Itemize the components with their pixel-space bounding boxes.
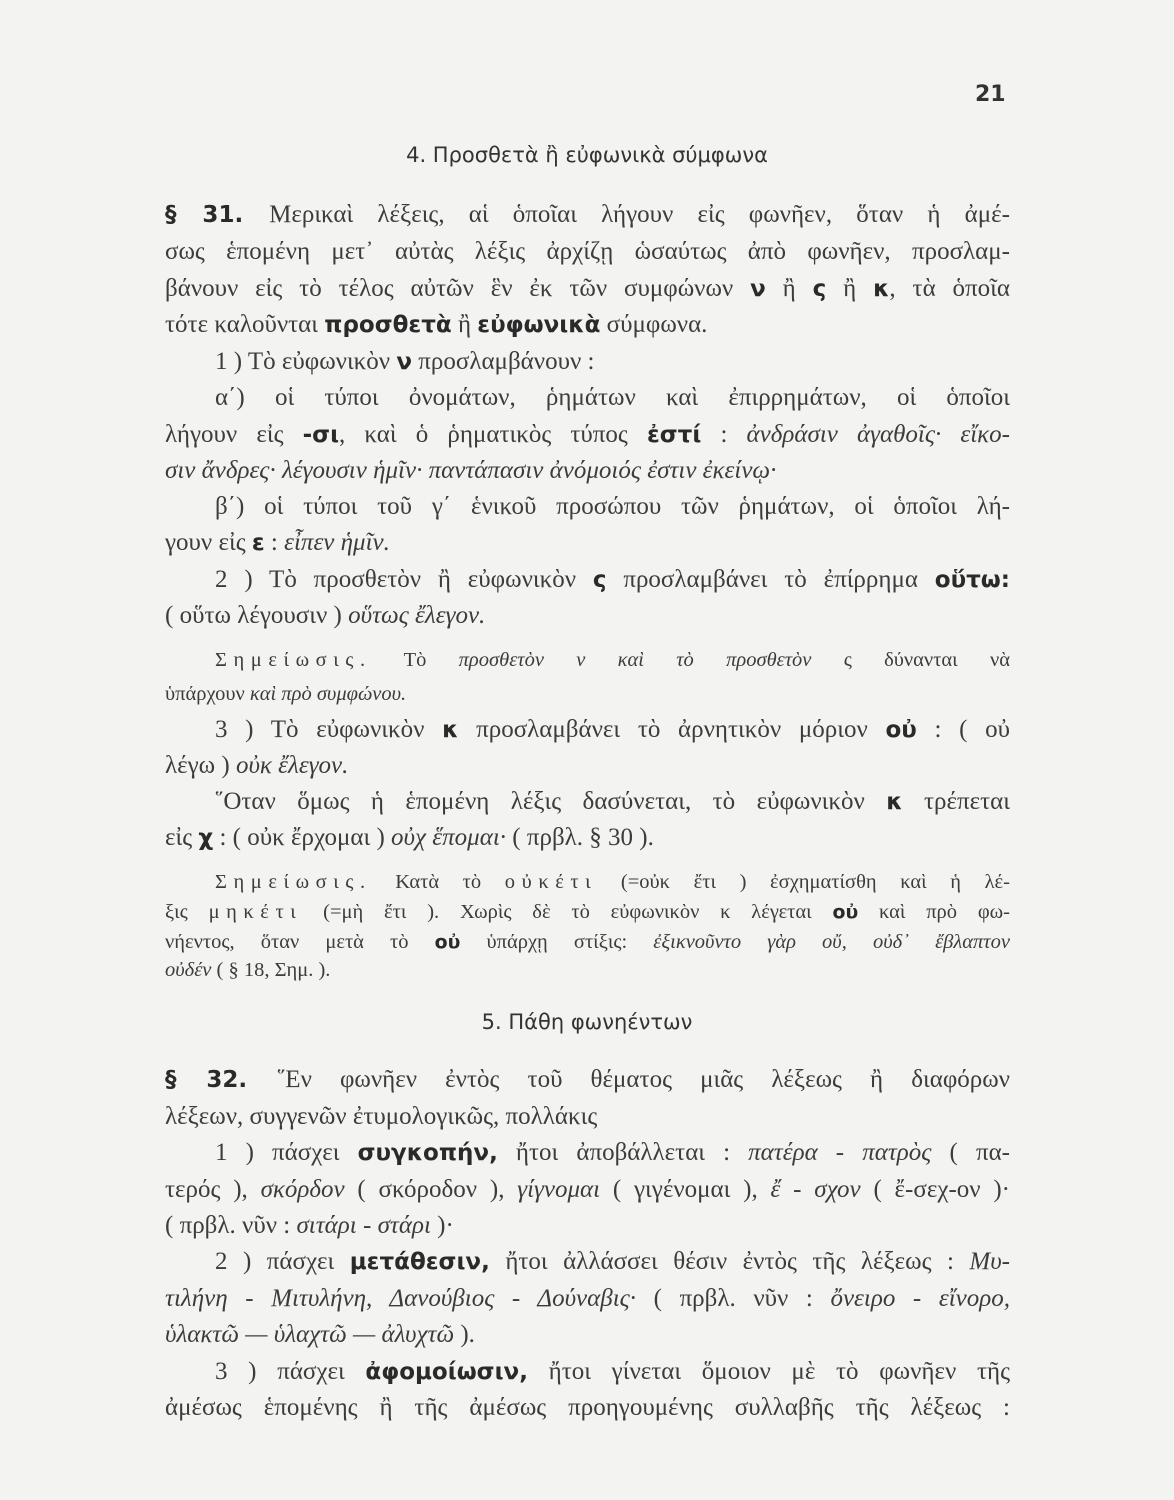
italic-example: ἀνδράσιν ἀγαθοῖς· εἴκο- [746, 421, 1010, 448]
text-segment: καὶ πρὸ φω- [858, 901, 1010, 923]
text-segment: ( ἔ-σεχ-ον )· [860, 1176, 1011, 1203]
italic-example: οὐδέν [165, 959, 212, 981]
text-segment: , καὶ ὁ ῥηματικὸς τύπος [339, 421, 647, 448]
note-line [215, 647, 1010, 673]
text-segment: (=μὴ ἔτι ). Χωρὶς δὲ τὸ εὐφωνικὸν κ λέγεται [302, 901, 833, 923]
italic-example: Μυ- [969, 1248, 1010, 1275]
text-segment: ( οὕτω λέγουσιν ) [165, 602, 349, 629]
text-segment: 3 ) Τὸ εὐφωνικὸν [215, 716, 443, 743]
text-segment: τότε καλοῦνται [165, 311, 325, 338]
text-segment: προσλαμβάνουν : [412, 348, 595, 375]
text-segment: ). [454, 1321, 475, 1348]
bold-term: § 31. [165, 202, 270, 228]
text-segment: , τὰ ὁποῖα [889, 275, 1010, 302]
text-line [165, 1211, 1010, 1241]
text-segment: α΄) οἱ τύποι ὀνομάτων, ῥημάτων καὶ ἐπιρρημάτων, οἱ ὁποῖοι [215, 384, 1010, 411]
text-segment: Κατὰ τὸ [371, 871, 505, 893]
text-segment: βάνουν εἰς τὸ τέλος αὐτῶν ἓν ἐκ τῶν συμφώνων [165, 275, 751, 302]
italic-example: οὐχ ἕπομαι· [391, 824, 507, 851]
text-line [165, 200, 1010, 230]
note-line [165, 957, 1010, 983]
bold-term: εὐφωνικὰ [477, 312, 601, 338]
note-line [165, 899, 1010, 925]
text-segment: μηκέτι [208, 901, 303, 923]
text-line [165, 823, 1010, 853]
section-heading-4: 4. Προσθετὰ ἢ εὐφωνικὰ σύμφωνα [406, 143, 768, 167]
bold-term: προσθετὰ [324, 312, 452, 338]
bold-term: συγκοπήν, [357, 1140, 498, 1166]
text-segment: ( γιγένομαι ), [600, 1176, 771, 1203]
text-segment: : ( οὐ [916, 716, 1011, 743]
bold-term: ε [251, 530, 265, 556]
text-line [215, 1357, 1010, 1387]
text-segment: 2 ) Τὸ προσθετὸν ἢ εὐφωνικὸν [215, 566, 593, 593]
italic-example: οὕτως ἔλεγον. [348, 602, 486, 629]
bold-term: ς [592, 567, 607, 593]
italic-example: εἶπεν ἡμῖν. [284, 529, 390, 556]
text-line [165, 1175, 1010, 1205]
bold-term: κ [442, 717, 459, 743]
text-segment: ἤτοι γίνεται ὅμοιον μὲ τὸ φωνῆεν τῆς [527, 1358, 1011, 1385]
text-segment: ῞Εν φωνῆεν ἐντὸς τοῦ θέματος μιᾶς λέξεως ἢ διαφόρων [276, 1066, 1010, 1093]
text-segment: Σημείωσις. [215, 649, 372, 671]
italic-example: ἔ - σχον [770, 1176, 861, 1203]
text-segment: β΄) οἱ τύποι τοῦ γ΄ ἑνικοῦ προσώπου τῶν ῥημάτων, οἱ ὁποῖοι λή- [215, 493, 1010, 520]
text-line [215, 347, 1010, 377]
text-segment: ( § 18, Σημ. ). [211, 959, 331, 981]
text-line [215, 1247, 1010, 1277]
text-segment: Σημείωσις. [215, 871, 372, 893]
text-line [165, 528, 1010, 558]
text-segment: λήγουν εἰς [165, 421, 303, 448]
italic-example: οὐκ ἔλεγον. [235, 752, 349, 779]
text-segment: οὐκέτι [504, 871, 598, 893]
text-segment: ἤτοι ἀλλάσσει θέσιν ἐντὸς τῆς λέξεως : [489, 1248, 970, 1275]
bold-term: ἀφομοίωσιν, [365, 1359, 528, 1385]
text-segment: Μερικαὶ λέξεις, αἱ ὁποῖαι λήγουν εἰς φωνῆεν, ὅταν ἡ ἀμέ- [269, 201, 1010, 228]
text-segment: εἰς [165, 824, 199, 851]
italic-example: γίγνομαι [517, 1176, 601, 1203]
bold-term: ἐστί [646, 422, 702, 448]
text-segment: 1 ) πάσχει [215, 1139, 358, 1166]
text-line [165, 751, 1010, 781]
text-line [215, 787, 1010, 817]
text-segment: ( πα- [931, 1139, 1010, 1166]
bold-term: κ [873, 276, 890, 302]
text-segment: 3 ) πάσχει [215, 1358, 366, 1385]
text-segment: προσλαμβάνει τὸ ἀρνητικὸν μόριον [458, 716, 886, 743]
text-line [165, 274, 1010, 304]
text-line [165, 456, 1010, 486]
bold-term: ν [396, 349, 413, 375]
italic-example: πατέρα - πατρὸς [748, 1139, 932, 1166]
page-number: 21 [975, 82, 1006, 107]
text-segment: ( πρβλ. νῦν : [636, 1285, 831, 1312]
bold-term: οὐ [885, 717, 917, 743]
text-segment: τρέπεται [902, 788, 1010, 815]
italic-example: ἐξικνοῦντο γὰρ οὔ, οὐδ᾽ ἔβλαπτον [653, 931, 1010, 953]
text-segment: ῞Οταν ὅμως ἡ ἑπομένη λέξις δασύνεται, τὸ εὐφωνικὸν [215, 788, 887, 815]
text-segment: : ( οὐκ ἔρχομαι ) [213, 824, 392, 851]
text-line [165, 1065, 1010, 1095]
text-segment: ἤτοι ἀποβάλλεται : [497, 1139, 749, 1166]
bold-term: ς [812, 276, 827, 302]
text-segment: )· [430, 1212, 454, 1239]
text-segment: Τὸ [371, 649, 459, 671]
text-segment: ὑπάρχουν [165, 683, 250, 705]
bold-term: οὕτω: [934, 567, 1010, 593]
italic-example: ὄνειρο - εἴνορο, [830, 1285, 1010, 1312]
text-line [165, 420, 1010, 450]
text-segment: : [264, 529, 285, 556]
text-segment: ἢ [451, 311, 478, 338]
text-segment: λέξεων, συγγενῶν ἐτυμολογικῶς, πολλάκις [165, 1103, 598, 1130]
italic-example: σιν ἄνδρες· λέγουσιν ἡμῖν· παντάπασιν ἀνόμοιός ἐστιν ἐκείνῳ· [165, 457, 777, 484]
text-segment: γουν εἰς [165, 529, 252, 556]
text-segment: ξις [165, 901, 209, 923]
text-segment: 2 ) πάσχει [215, 1248, 350, 1275]
text-segment: ὑπάρχῃ στίξις: [460, 931, 654, 953]
text-segment: ἢ [765, 275, 813, 302]
italic-example: καὶ πρὸ συμφώνου. [249, 683, 407, 705]
note-line [165, 929, 1010, 955]
text-segment: ( πρβλ. § 30 ). [506, 824, 654, 851]
bold-term: -σι [302, 422, 340, 448]
text-line [165, 1102, 1010, 1132]
italic-example: ὑλακτῶ — ὑλαχτῶ — ἀλυχτῶ [165, 1321, 455, 1348]
text-segment: νήεντος, ὅταν μετὰ τὸ [165, 931, 435, 953]
text-segment: ἢ [826, 275, 874, 302]
bold-term: οὐ [832, 901, 859, 923]
bold-term: χ [198, 825, 214, 851]
text-line [215, 1138, 1010, 1168]
text-line [215, 383, 1010, 413]
bold-term: κ [886, 789, 903, 815]
italic-example: σιτάρι - στάρι [296, 1212, 431, 1239]
italic-example: σκόρδον [260, 1176, 345, 1203]
text-segment: ς δύνανται νὰ [811, 649, 1010, 671]
text-line [165, 1320, 1010, 1350]
text-line [215, 715, 1010, 745]
bold-term: μετάθεσιν, [349, 1249, 490, 1275]
text-line [165, 1393, 1010, 1423]
italic-example: προσθετὸν ν καὶ τὸ προσθετὸν [458, 649, 812, 671]
text-segment: (=οὐκ ἔτι ) ἐσχηματίσθη καὶ ἡ λέ- [597, 871, 1010, 893]
text-segment: 1 ) Τὸ εὐφωνικὸν [215, 348, 397, 375]
text-segment: ( σκόροδον ), [344, 1176, 518, 1203]
text-line [165, 310, 1010, 340]
text-segment: ( πρβλ. νῦν : [165, 1212, 297, 1239]
text-segment: σως ἑπομένη μετ᾽ αὐτὰς λέξις ἀρχίζῃ ὡσαύτως ἀπὸ φωνῆεν, προσλαμ- [165, 238, 1010, 265]
note-line [215, 869, 1010, 895]
bold-term: οὐ [434, 931, 461, 953]
text-segment: : [701, 421, 747, 448]
section-heading-5: 5. Πάθη φωνηέντων [481, 1010, 693, 1034]
text-segment: σύμφωνα. [600, 311, 708, 338]
bold-term: ν [750, 276, 766, 302]
text-segment: τερός ), [165, 1176, 261, 1203]
note-line [165, 681, 1010, 707]
text-line [165, 601, 1010, 631]
italic-example: τιλήνη - Μιτυλήνη, Δανούβιος - Δούναβις· [165, 1285, 637, 1312]
text-segment: προσλαμβάνει τὸ ἐπίρρημα [606, 566, 935, 593]
text-line [165, 237, 1010, 267]
text-line [215, 492, 1010, 522]
text-line [165, 1284, 1010, 1314]
text-segment: ἀμέσως ἑπομένης ἢ τῆς ἀμέσως προηγουμένης συλλαβῆς τῆς λέξεως : [165, 1394, 1010, 1421]
text-segment: λέγω ) [165, 752, 236, 779]
text-line [215, 565, 1010, 595]
bold-term: § 32. [165, 1067, 277, 1093]
